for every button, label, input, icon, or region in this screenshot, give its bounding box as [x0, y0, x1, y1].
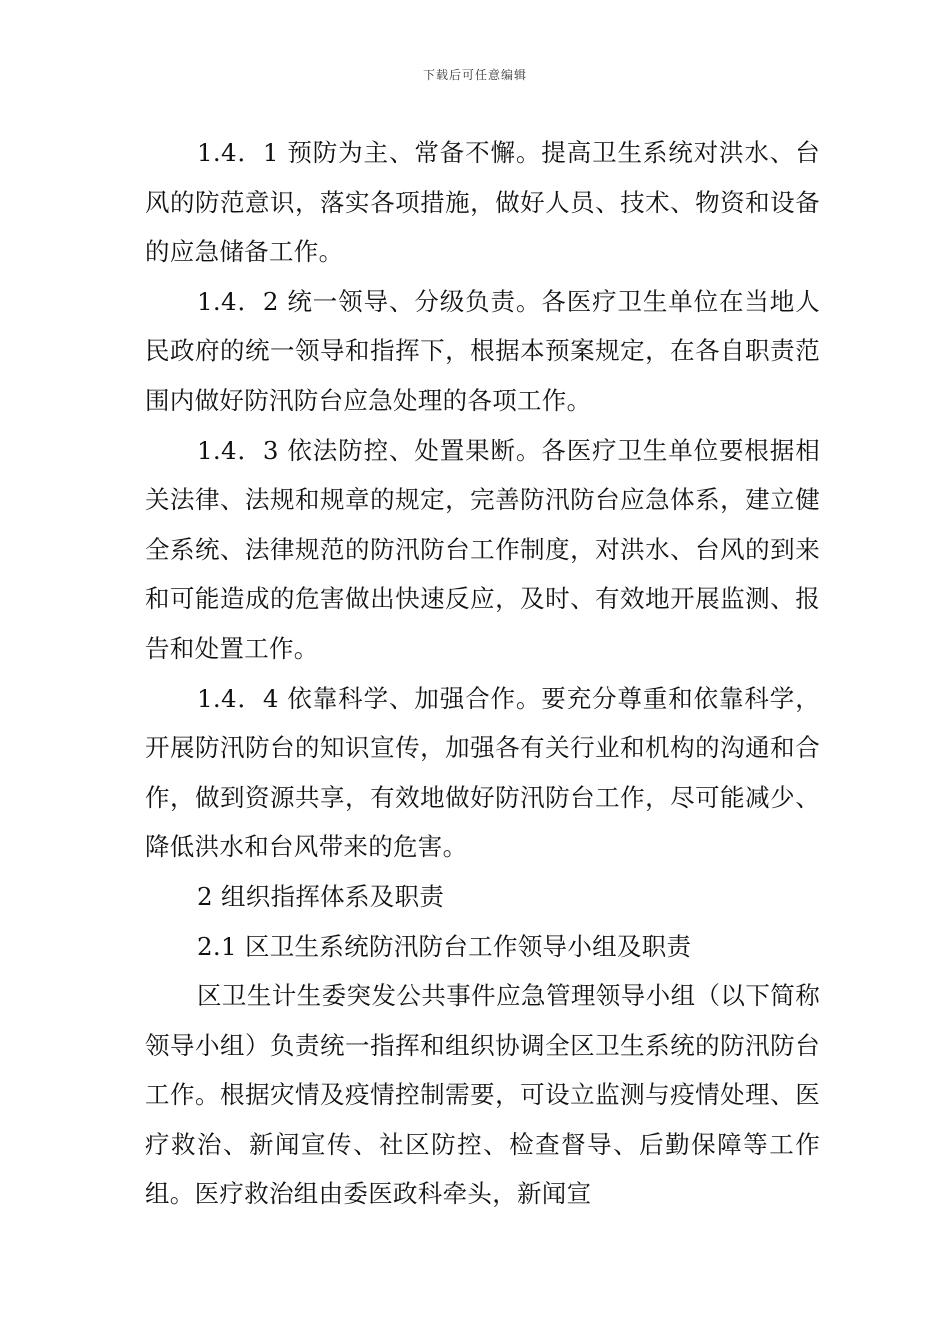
document-body [145, 128, 820, 1219]
paragraph-1-4-2: 1.4．2 统一领导、分级负责。各医疗卫生单位在当地人民政府的统一领导和指挥下，根据本预案规定，在各自职责范围内做好防汛防台应急处理的各项工作。 [145, 286, 820, 415]
body-paragraph-leadership-group: 区卫生计生委突发公共事件应急管理领导小组（以下简称领导小组）负责统一指挥和组织协调全区卫生系统的防汛防台工作。根据灾情及疫情控制需要，可设立监测与疫情处理、医疗救治、新闻宣传、社区防控、检查督导、后勤保障等工作组。医疗救治组由委医政科牵头，新闻宣 [145, 981, 820, 1209]
page-header-note: 下载后可任意编辑 [422, 68, 527, 82]
paragraph-1-4-3: 1.4．3 依法防控、处置果断。各医疗卫生单位要根据相关法律、法规和规章的规定，完善防汛防台应急体系，建立健全系统、法律规范的防汛防台工作制度，对洪水、台风的到来和可能造成的危害做出快速反应，及时、有效地开展监测、报告和处置工作。 [145, 435, 820, 663]
paragraph-1-4-4: 1.4．4 依靠科学、加强合作。要充分尊重和依靠科学，开展防汛防台的知识宣传，加强各有关行业和机构的沟通和合作，做到资源共享，有效地做好防汛防台工作，尽可能减少、降低洪水和台风带来的危害。 [145, 683, 820, 862]
subsection-heading-2-1: 2.1 区卫生系统防汛防台工作领导小组及职责 [197, 931, 692, 961]
section-heading-2: 2 组织指挥体系及职责 [197, 881, 445, 911]
paragraph-1-4-1: 1.4．1 预防为主、常备不懈。提高卫生系统对洪水、台风的防范意识，落实各项措施，做好人员、技术、物资和设备的应急储备工作。 [145, 138, 820, 267]
